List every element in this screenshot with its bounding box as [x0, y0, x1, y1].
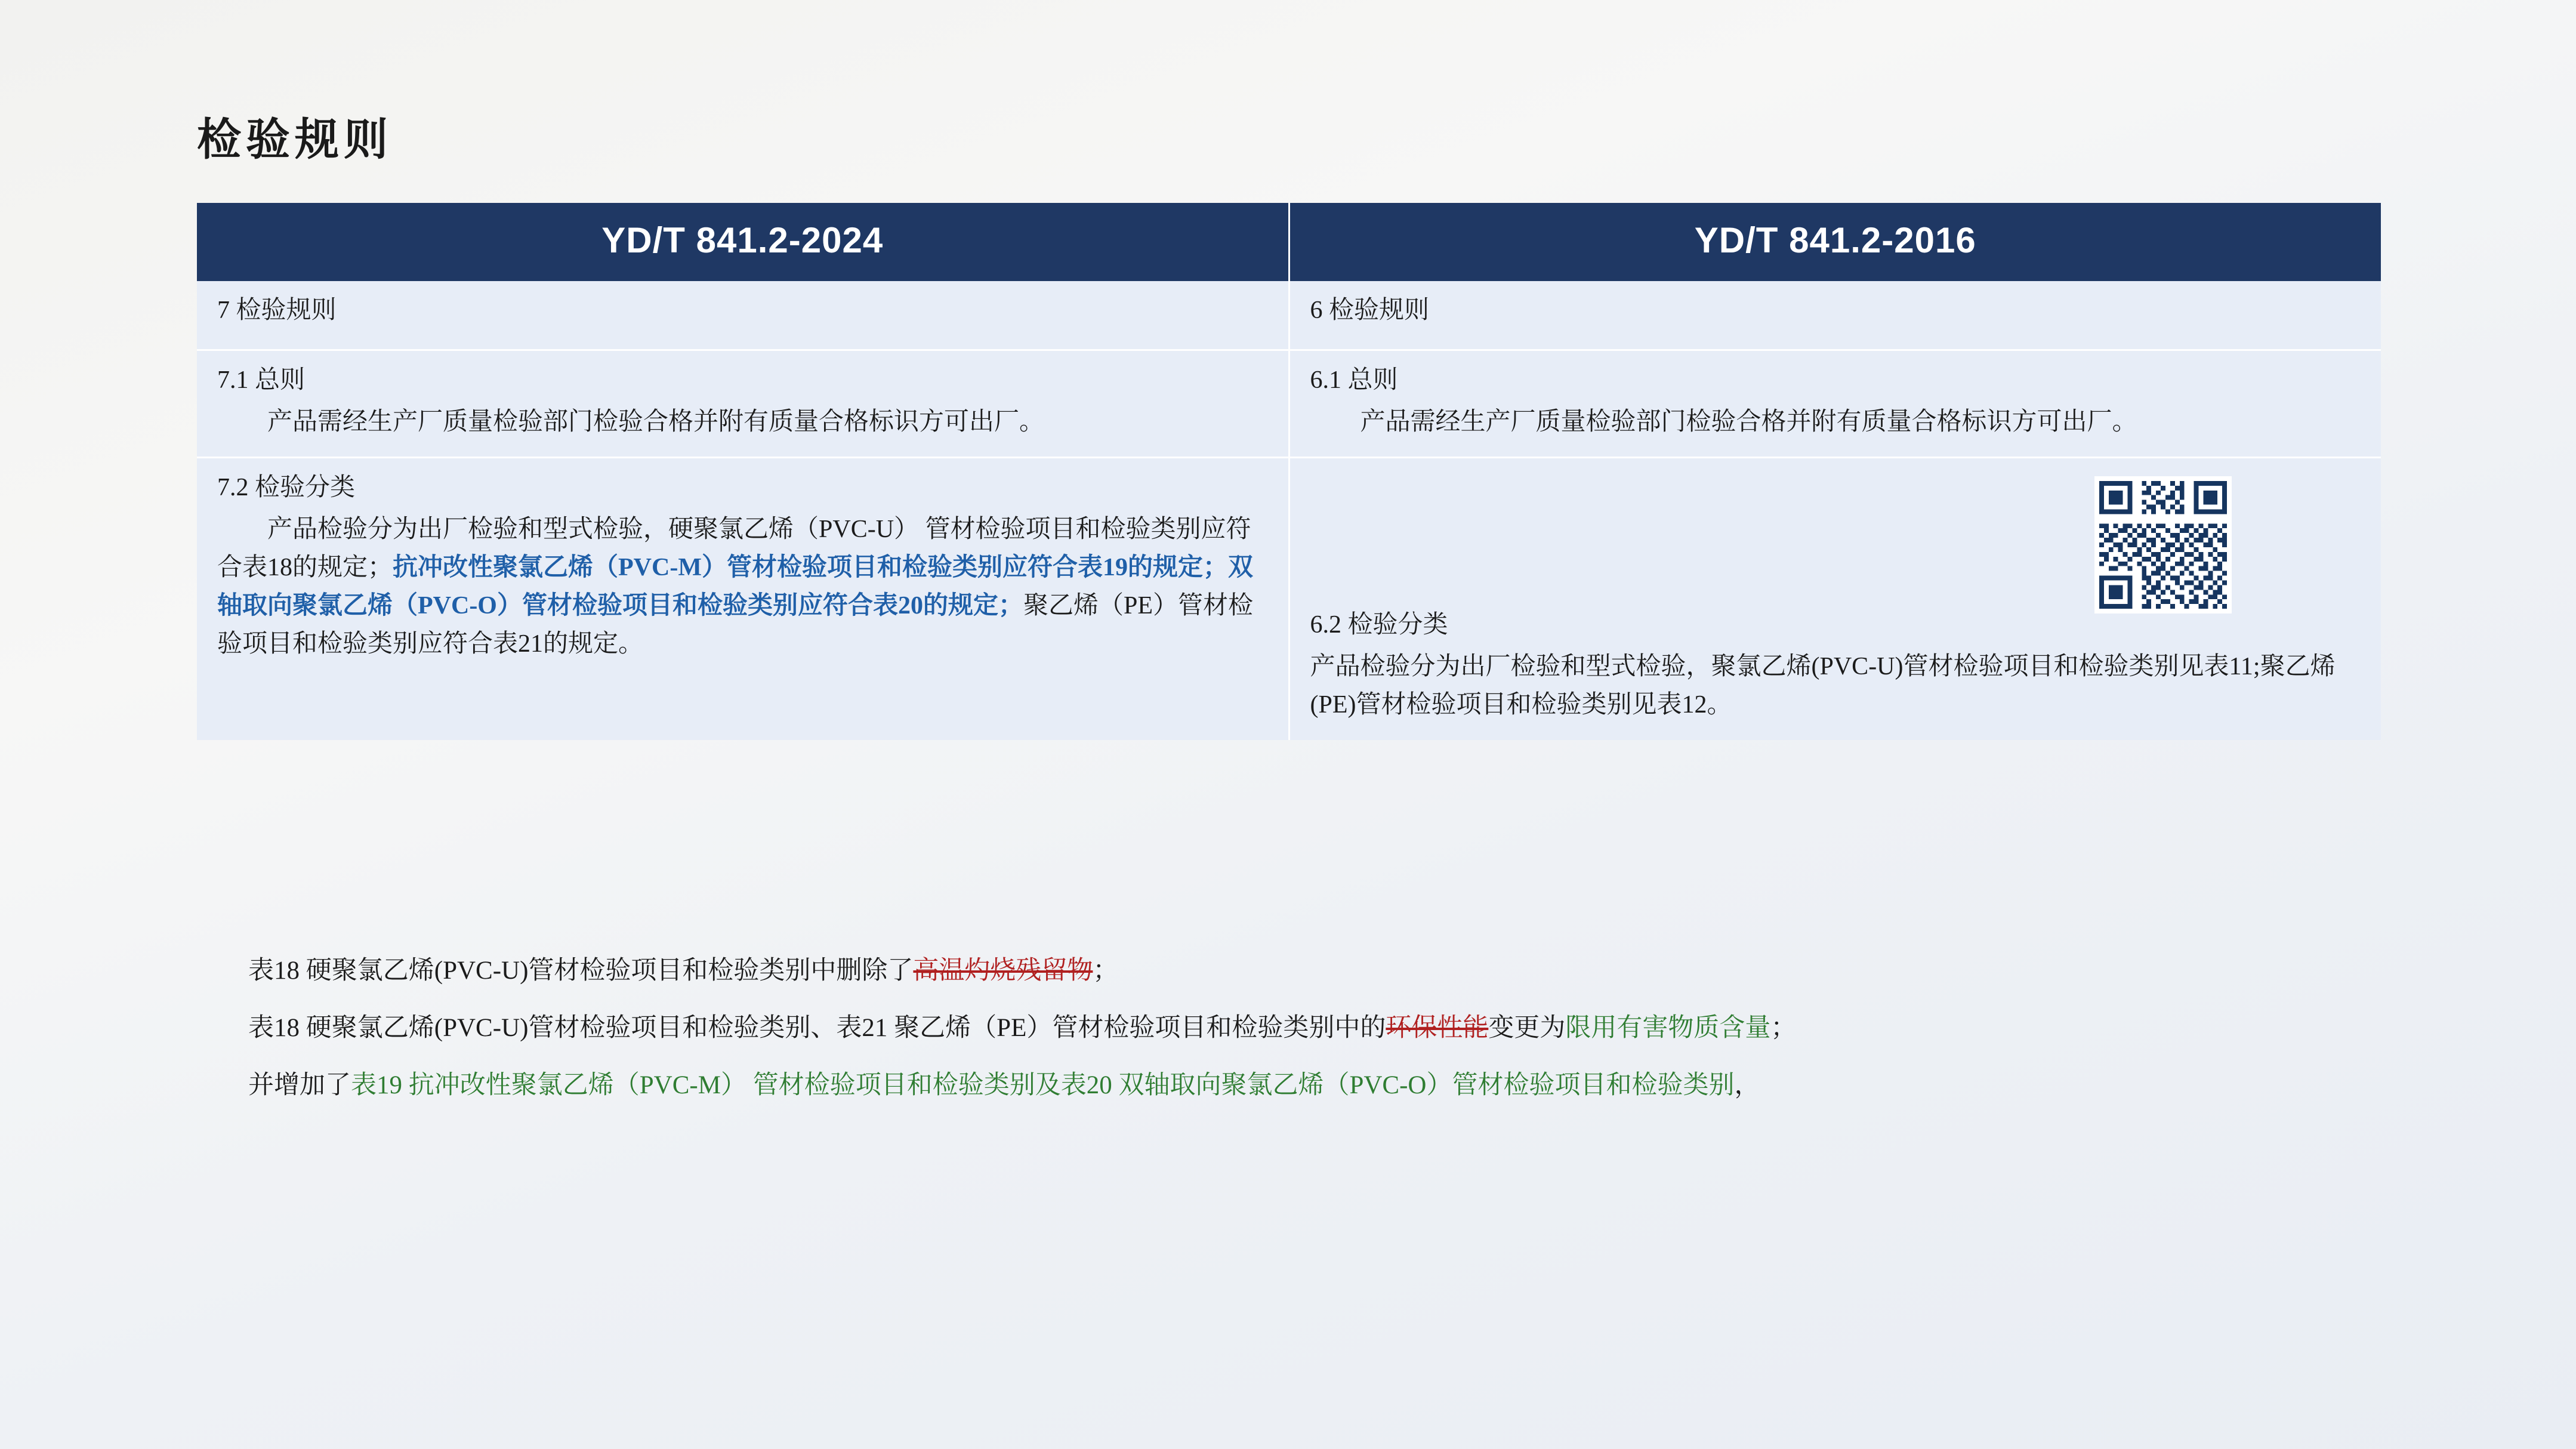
table-row	[197, 350, 2381, 458]
note-item	[197, 1063, 2393, 1108]
paragraph-segment-highlight: 抗冲改性聚氯乙烯（PVC-M）管材检验项目和检验类别应符合表19的规定；双轴取向聚氯乙烯（PVC-O）管材检验项目和检验类别应符合表20的规定；	[217, 554, 1253, 619]
cell-2016-classification	[1289, 458, 2381, 740]
standards-comparison-table	[197, 203, 2381, 740]
cell-2016-clause6	[1289, 281, 2381, 350]
table-row	[197, 281, 2381, 350]
note-prefix: 表18 硬聚氯乙烯(PVC-U)管材检验项目和检验类别中删除了	[248, 957, 914, 985]
change-notes	[197, 949, 2393, 1121]
table-row	[197, 458, 2381, 740]
cell-2024-classification	[197, 458, 1289, 740]
note-prefix: 并增加了	[248, 1071, 351, 1099]
note-suffix: ；	[1093, 957, 1119, 985]
clause-paragraph: 产品需经生产厂质量检验部门检验合格并附有质量合格标识方可出厂。	[1360, 408, 2137, 436]
page-title: 检验规则	[197, 114, 393, 165]
note-item	[197, 949, 2393, 993]
note-suffix: ；	[1770, 1013, 1797, 1042]
note-added-text: 表19 抗冲改性聚氯乙烯（PVC-M） 管材检验项目和检验类别及表20 双轴取向聚氯乙烯（PVC-O）管材检验项目和检验类别	[351, 1071, 1735, 1099]
clause-paragraph	[217, 511, 1268, 663]
cell-2024-clause7	[197, 281, 1289, 350]
clause-heading: 7.2 检验分类	[217, 474, 356, 502]
column-header-2016: YD/T 841.2-2016	[1289, 203, 2381, 281]
qr-code-icon	[2094, 476, 2232, 613]
note-prefix: 表18 硬聚氯乙烯(PVC-U)管材检验项目和检验类别、表21 聚乙烯（PE）管材检验项目和检验类别中的	[248, 1013, 1386, 1042]
clause-paragraph: 产品检验分为出厂检验和型式检验，聚氯乙烯(PVC-U)管材检验项目和检验类别见表11;聚乙烯(PE)管材检验项目和检验类别见表12。	[1310, 653, 2336, 719]
clause-heading: 7 检验规则	[217, 297, 337, 324]
cell-2024-general	[197, 350, 1289, 458]
note-struck-text: 高温灼烧残留物	[913, 957, 1093, 985]
table-header-row	[197, 203, 2381, 281]
clause-heading: 7.1 总则	[217, 366, 306, 394]
paragraph-segment-plain-2: 聚乙烯（PE）管材检验项目和检验类别应符合表21的规定。	[217, 591, 1253, 658]
column-header-2024: YD/T 841.2-2024	[197, 203, 1289, 281]
note-item	[197, 1006, 2393, 1050]
note-suffix: ，	[1734, 1071, 1760, 1099]
note-mid: 变更为	[1488, 1013, 1566, 1042]
note-struck-text: 环保性能	[1386, 1013, 1489, 1042]
clause-heading: 6.2 检验分类	[1310, 611, 1448, 639]
clause-heading: 6 检验规则	[1310, 297, 1430, 324]
clause-heading: 6.1 总则	[1310, 366, 1398, 394]
paragraph-segment-plain: 产品检验分为出厂检验和型式检验，硬聚氯乙烯（PVC-U） 管材检验项目和检验类别应符合表18的规定；	[217, 516, 1251, 582]
cell-2016-general	[1289, 350, 2381, 458]
note-added-text: 限用有害物质含量	[1565, 1013, 1771, 1042]
clause-paragraph: 产品需经生产厂质量检验部门检验合格并附有质量合格标识方可出厂。	[267, 408, 1045, 436]
comparison-table-wrapper	[197, 203, 2381, 740]
